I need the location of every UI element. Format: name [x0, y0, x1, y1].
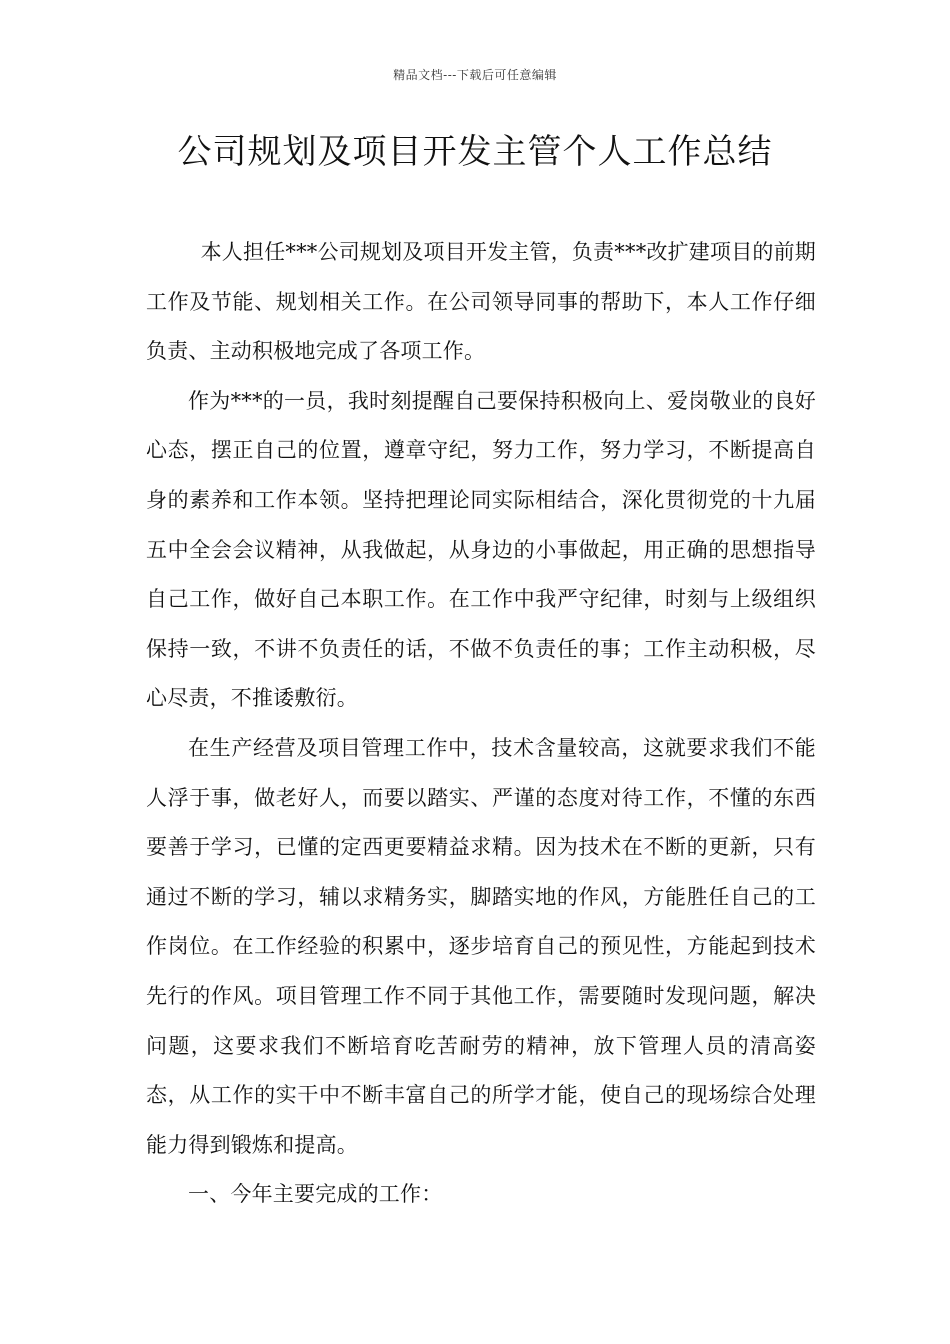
- paragraph: 本人担任***公司规划及项目开发主管，负责***改扩建项目的前期工作及节能、规划相关工作。在公司领导同事的帮助下，本人工作仔细负责、主动积极地完成了各项工作。: [146, 240, 816, 364]
- section-heading: 一、今年主要完成的工作：: [188, 1182, 443, 1207]
- paragraph: 作为***的一员，我时刻提醒自己要保持积极向上、爱岗敬业的良好心态，摆正自己的位置，遵章守纪，努力工作，努力学习，不断提高自身的素养和工作本领。坚持把理论同实际相结合，深化贯彻党的十九届五中全会会议精神，从我做起，从身边的小事做起，用正确的思想指导自己工作，做好自己本职工作。在工作中我严守纪律，时刻与上级组织保持一致，不讲不负责任的话，不做不负责任的事；工作主动积极，尽心尽责，不推诿敷衍。: [146, 388, 816, 711]
- page-title: 公司规划及项目开发主管个人工作总结: [177, 132, 773, 172]
- document-body: [146, 228, 816, 1220]
- header-note: 精品文档---下载后可任意编辑: [393, 68, 557, 82]
- paragraph: 在生产经营及项目管理工作中，技术含量较高，这就要求我们不能人浮于事，做老好人，而要以踏实、严谨的态度对待工作，不懂的东西要善于学习，已懂的定西更要精益求精。因为技术在不断的更新，只有通过不断的学习，辅以求精务实，脚踏实地的作风，方能胜任自己的工作岗位。在工作经验的积累中，逐步培育自己的预见性，方能起到技术先行的作风。项目管理工作不同于其他工作，需要随时发现问题，解决问题，这要求我们不断培育吃苦耐劳的精神，放下管理人员的清高姿态，从工作的实干中不断丰富自己的所学才能，使自己的现场综合处理能力得到锻炼和提高。: [146, 735, 816, 1157]
